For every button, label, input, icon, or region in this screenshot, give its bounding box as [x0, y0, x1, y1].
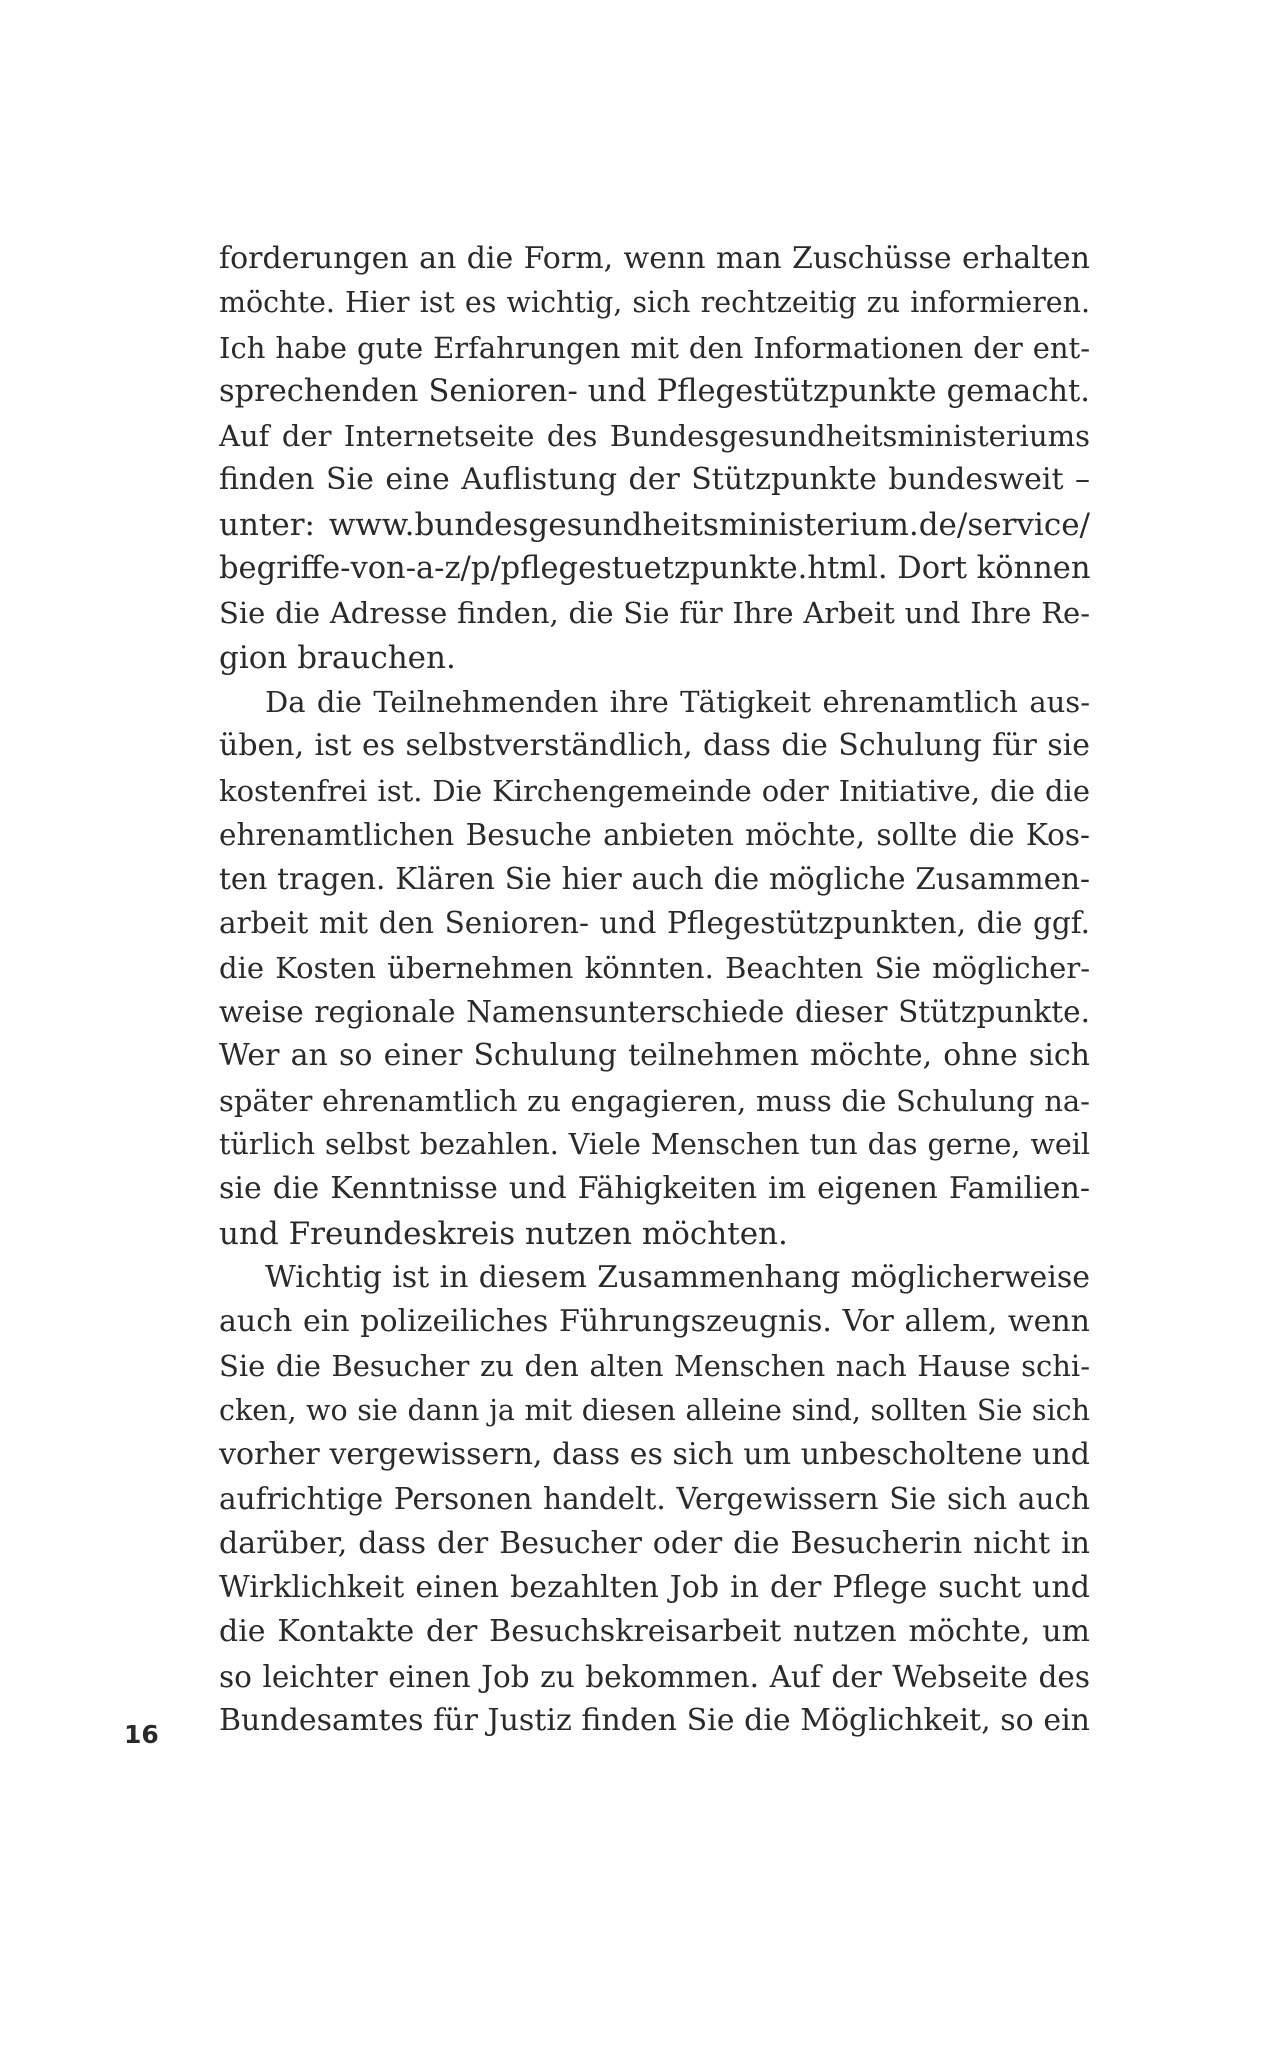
text-line: sie die Kenntnisse und Fähigkeiten im eigenen Familien-: [219, 1171, 1090, 1207]
text-line: Auf der Internetseite des Bundesgesundheitsministeriums: [219, 419, 1090, 454]
text-line: üben, ist es selbstverständlich, dass die Schulung für sie: [219, 728, 1090, 764]
text-line: Sie die Besucher zu den alten Menschen nach Hause schi-: [219, 1349, 1090, 1384]
text-line: begriffe-von-a-z/p/pflegestuetzpunkte.html. Dort können: [219, 551, 1091, 587]
text-line: die Kosten übernehmen könnten. Beachten Sie möglicher-: [219, 950, 1090, 985]
text-line: später ehrenamtlich zu engagieren, muss die Schulung na-: [219, 1083, 1090, 1118]
text-line: cken, wo sie dann ja mit diesen alleine sind, sollten Sie sich: [219, 1393, 1090, 1427]
text-line: kostenfrei ist. Die Kirchengemeinde oder Initiative, die die: [219, 773, 1090, 808]
text-line: finden Sie eine Auflistung der Stützpunkte bundesweit –: [219, 462, 1090, 498]
text-line: aufrichtige Personen handelt. Vergewissern Sie sich auch: [219, 1482, 1090, 1517]
text-line: möchte. Hier ist es wichtig, sich rechtzeitig zu informieren.: [219, 286, 1090, 320]
text-line: vorher vergewissern, dass es sich um unbescholtene und: [219, 1437, 1090, 1473]
text-line: sprechenden Senioren- und Pflegestützpunkte gemacht.: [219, 373, 1090, 409]
text-line: Wer an so einer Schulung teilnehmen möchte, ohne sich: [219, 1038, 1090, 1074]
text-line: Ich habe gute Erfahrungen mit den Informationen der ent-: [219, 330, 1090, 365]
text-line: weise regionale Namensunterschiede dieser Stützpunkte.: [219, 995, 1090, 1030]
text-line: Da die Teilnehmenden ihre Tätigkeit ehrenamtlich aus-: [265, 684, 1090, 719]
page-number: 16: [124, 1720, 159, 1749]
text-line: Wichtig ist in diesem Zusammenhang möglicherweise: [265, 1259, 1090, 1295]
text-line: und Freundeskreis nutzen möchten.: [219, 1215, 788, 1252]
text-line: die Kontakte der Besuchskreisarbeit nutzen möchte, um: [219, 1614, 1090, 1650]
text-line: unter: www.bundesgesundheitsministerium.de/service/: [219, 506, 1090, 543]
text-line: Sie die Adresse finden, die Sie für Ihre Arbeit und Ihre Re-: [219, 596, 1090, 631]
text-line: ehrenamtlichen Besuche anbieten möchte, sollte die Kos-: [219, 817, 1090, 852]
text-line: ten tragen. Klären Sie hier auch die mögliche Zusammen-: [219, 862, 1090, 897]
text-line: Wirklichkeit einen bezahlten Job in der Pflege sucht und: [219, 1569, 1090, 1605]
text-line: auch ein polizeiliches Führungszeugnis. Vor allem, wenn: [219, 1304, 1090, 1340]
text-line: darüber, dass der Besucher oder die Besucherin nicht in: [219, 1525, 1090, 1561]
text-line: Bundesamtes für Justiz finden Sie die Möglichkeit, so ein: [219, 1702, 1090, 1738]
text-line: arbeit mit den Senioren- und Pflegestützpunkten, die ggf.: [219, 906, 1090, 941]
text-line: forderungen an die Form, wenn man Zuschüsse erhalten: [219, 241, 1090, 276]
text-line: gion brauchen.: [219, 639, 456, 676]
text-line: türlich selbst bezahlen. Viele Menschen tun das gerne, weil: [219, 1127, 1090, 1161]
text-line: so leichter einen Job zu bekommen. Auf der Webseite des: [219, 1659, 1090, 1694]
body-text: [219, 237, 1090, 1743]
